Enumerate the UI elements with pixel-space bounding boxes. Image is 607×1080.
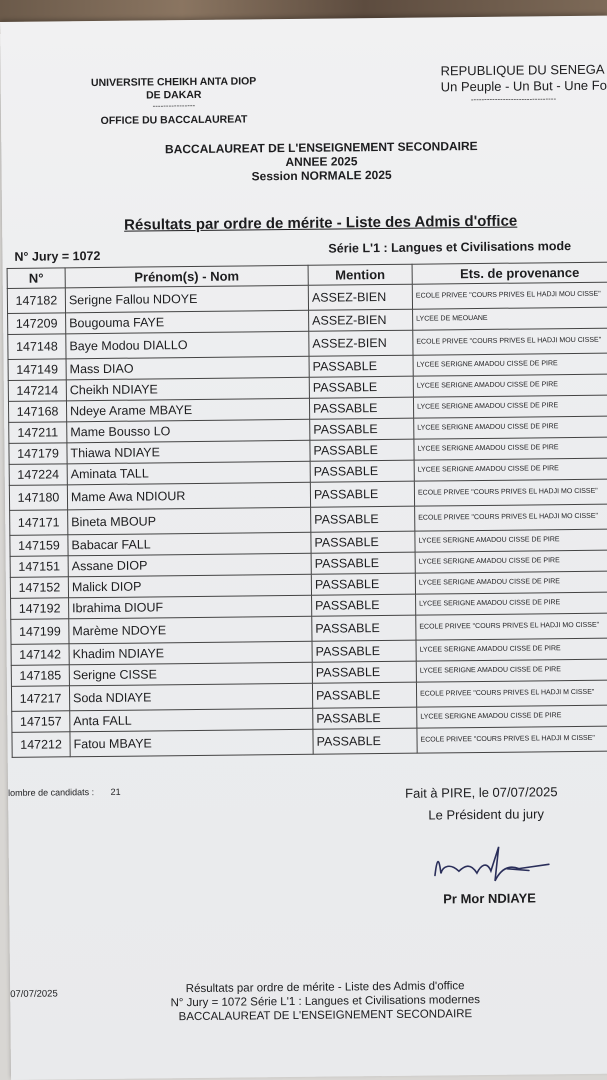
student-school: ECOLE PRIVEE "COURS PRIVES EL HADJI MO CISSE"	[414, 479, 607, 506]
student-name: Serigne Fallou NDOYE	[65, 285, 308, 313]
student-school: LYCEE SERIGNE AMADOU CISSE DE PIRE	[417, 705, 607, 728]
university-header	[69, 75, 280, 128]
student-mention: PASSABLE	[310, 481, 414, 507]
header-name: Prénom(s) - Nom	[65, 265, 308, 288]
student-number: 147142	[11, 644, 69, 666]
student-number: 147209	[8, 313, 66, 335]
student-name: Anta FALL	[70, 708, 313, 732]
student-name: Cheikh NDIAYE	[66, 377, 309, 401]
student-number: 147179	[9, 443, 67, 465]
student-mention: PASSABLE	[312, 640, 416, 662]
footer-line-3: BACCALAUREAT DE L'ENSEIGNEMENT SECONDAIRE	[178, 1008, 473, 1024]
student-school: LYCEE SERIGNE AMADOU CISSE DE PIRE	[413, 395, 607, 418]
student-number: 147199	[11, 619, 69, 645]
student-name: Mame Awa NDIOUR	[67, 482, 310, 510]
student-number: 147224	[9, 464, 67, 486]
student-school: LYCEE SERIGNE AMADOU CISSE DE PIRE	[415, 571, 607, 594]
student-number: 147149	[8, 359, 66, 381]
student-name: Malick DIOP	[68, 574, 311, 598]
student-number: 147192	[11, 598, 69, 620]
student-school: ECOLE PRIVEE "COURS PRIVES EL HADJI MOU CISSE"	[412, 282, 607, 309]
student-number: 147182	[7, 288, 65, 314]
student-number: 147212	[12, 732, 70, 758]
student-mention: PASSABLE	[313, 707, 417, 729]
footer-date: 07/07/2025	[10, 988, 58, 1000]
student-school: LYCEE SERIGNE AMADOU CISSE DE PIRE	[414, 437, 607, 460]
student-mention: PASSABLE	[312, 661, 416, 683]
student-school: ECOLE PRIVEE "COURS PRIVES EL HADJI M CISSE"	[417, 726, 607, 753]
student-mention: PASSABLE	[312, 594, 416, 616]
student-mention: PASSABLE	[312, 615, 416, 641]
student-mention: PASSABLE	[311, 552, 415, 574]
student-number: 147157	[12, 711, 70, 733]
student-mention: PASSABLE	[311, 506, 415, 532]
student-name: Serigne CISSE	[69, 662, 312, 686]
republic-name: REPUBLIQUE DU SENEGA	[440, 61, 605, 79]
footer-line-1: Résultats par ordre de mérite - Liste des Admis d'office	[185, 980, 465, 996]
student-mention: PASSABLE	[311, 573, 415, 595]
university-city: DE DAKAR	[145, 88, 202, 102]
student-name: Khadim NDIAYE	[69, 641, 312, 665]
student-school: ECOLE PRIVEE "COURS PRIVES EL HADJI M CISSE"	[416, 680, 607, 707]
student-mention: PASSABLE	[313, 728, 417, 754]
student-school: LYCEE SERIGNE AMADOU CISSE DE PIRE	[415, 550, 607, 573]
student-school: LYCEE DE MEOUANE	[413, 307, 607, 330]
student-school: LYCEE SERIGNE AMADOU CISSE DE PIRE	[416, 638, 607, 661]
table-row	[12, 726, 607, 757]
footer-line-2: N° Jury = 1072 Série L'1 : Langues et Civilisations modernes	[170, 994, 481, 1010]
student-school: LYCEE SERIGNE AMADOU CISSE DE PIRE	[414, 416, 607, 439]
student-name: Fatou MBAYE	[70, 729, 313, 757]
student-number: 147148	[8, 334, 66, 360]
student-mention: PASSABLE	[309, 376, 413, 398]
student-school: ECOLE PRIVEE "COURS PRIVES EL HADJI MO CISSE"	[416, 613, 607, 640]
page-title: Résultats par ordre de mérite - Liste des Admis d'office	[124, 212, 518, 234]
student-name: Ndeye Arame MBAYE	[66, 398, 309, 422]
republic-separator: --------------------------------	[470, 94, 557, 105]
student-number: 147211	[9, 422, 67, 444]
student-mention: PASSABLE	[310, 460, 414, 482]
student-number: 147171	[10, 510, 68, 536]
president-name: Pr Mor NDIAYE	[443, 890, 536, 907]
student-school: LYCEE SERIGNE AMADOU CISSE DE PIRE	[414, 458, 607, 481]
student-school: LYCEE SERIGNE AMADOU CISSE DE PIRE	[413, 353, 607, 376]
student-mention: PASSABLE	[309, 355, 413, 377]
student-name: Mass DIAO	[66, 356, 309, 380]
header-mention: Mention	[308, 264, 412, 285]
student-mention: ASSEZ-BIEN	[309, 309, 413, 331]
university-name: UNIVERSITE CHEIKH ANTA DIOP	[90, 75, 257, 90]
president-title: Le Président du jury	[428, 806, 545, 823]
signature-scribble	[429, 834, 570, 891]
header-school: Ets. de provenance	[412, 262, 607, 284]
student-number: 147159	[10, 535, 68, 557]
jury-number: N° Jury = 1072	[14, 248, 101, 264]
office-name: OFFICE DU BACCALAUREAT	[100, 113, 248, 127]
exam-year: ANNEE 2025	[285, 154, 358, 170]
header-number: N°	[7, 268, 65, 289]
serie-label: Série L'1 : Langues et Civilisations mode	[328, 239, 572, 256]
student-name: Mame Bousso LO	[67, 419, 310, 443]
student-number: 147214	[8, 380, 66, 402]
candidate-count-value: 21	[110, 786, 121, 797]
republic-motto: Un Peuple - Un But - Une Fo	[440, 77, 607, 95]
student-name: Aminata TALL	[67, 461, 310, 485]
candidate-count	[8, 787, 121, 798]
candidate-count-label: lombre de candidats :	[8, 787, 95, 798]
student-mention: PASSABLE	[310, 418, 414, 440]
student-name: Thiawa NDIAYE	[67, 440, 310, 464]
student-name: Baye Modou DIALLO	[66, 331, 309, 359]
table-body	[7, 282, 607, 757]
student-name: Ibrahima DIOUF	[69, 595, 312, 619]
republic-header	[440, 62, 607, 106]
student-mention: PASSABLE	[311, 531, 415, 553]
student-number: 147185	[11, 665, 69, 687]
student-name: Soda NDIAYE	[69, 683, 312, 711]
student-mention: PASSABLE	[312, 682, 416, 708]
student-name: Bougouma FAYE	[66, 310, 309, 334]
student-school: LYCEE SERIGNE AMADOU CISSE DE PIRE	[415, 529, 607, 552]
student-number: 147217	[11, 686, 69, 712]
student-name: Assane DIOP	[68, 553, 311, 577]
footer-block	[160, 979, 490, 1024]
student-mention: PASSABLE	[310, 439, 414, 461]
university-separator: ----------------	[152, 100, 196, 111]
place-date: Fait à PIRE, le 07/07/2025	[405, 784, 558, 801]
exam-title: BACCALAUREAT DE L'ENSEIGNEMENT SECONDAIRE	[164, 139, 478, 157]
student-number: 147168	[8, 401, 66, 423]
student-mention: PASSABLE	[309, 397, 413, 419]
student-number: 147152	[10, 577, 68, 599]
student-school: LYCEE SERIGNE AMADOU CISSE DE PIRE	[413, 374, 607, 397]
student-school: LYCEE SERIGNE AMADOU CISSE DE PIRE	[416, 592, 607, 615]
student-school: LYCEE SERIGNE AMADOU CISSE DE PIRE	[416, 659, 607, 682]
student-name: Bineta MBOUP	[68, 507, 311, 535]
student-name: Babacar FALL	[68, 532, 311, 556]
signature	[429, 834, 570, 896]
student-number: 147180	[9, 485, 67, 511]
student-school: ECOLE PRIVEE "COURS PRIVES EL HADJI MOU CISSE"	[413, 328, 607, 355]
student-mention: ASSEZ-BIEN	[309, 330, 413, 356]
exam-block	[121, 139, 521, 185]
exam-session: Session NORMALE 2025	[251, 167, 392, 184]
student-mention: ASSEZ-BIEN	[308, 284, 412, 310]
student-number: 147151	[10, 556, 68, 578]
student-school: ECOLE PRIVEE "COURS PRIVES EL HADJI MO CISSE"	[415, 504, 607, 531]
results-table	[7, 261, 607, 757]
student-name: Marème NDOYE	[69, 616, 312, 644]
document-page	[0, 16, 607, 1080]
